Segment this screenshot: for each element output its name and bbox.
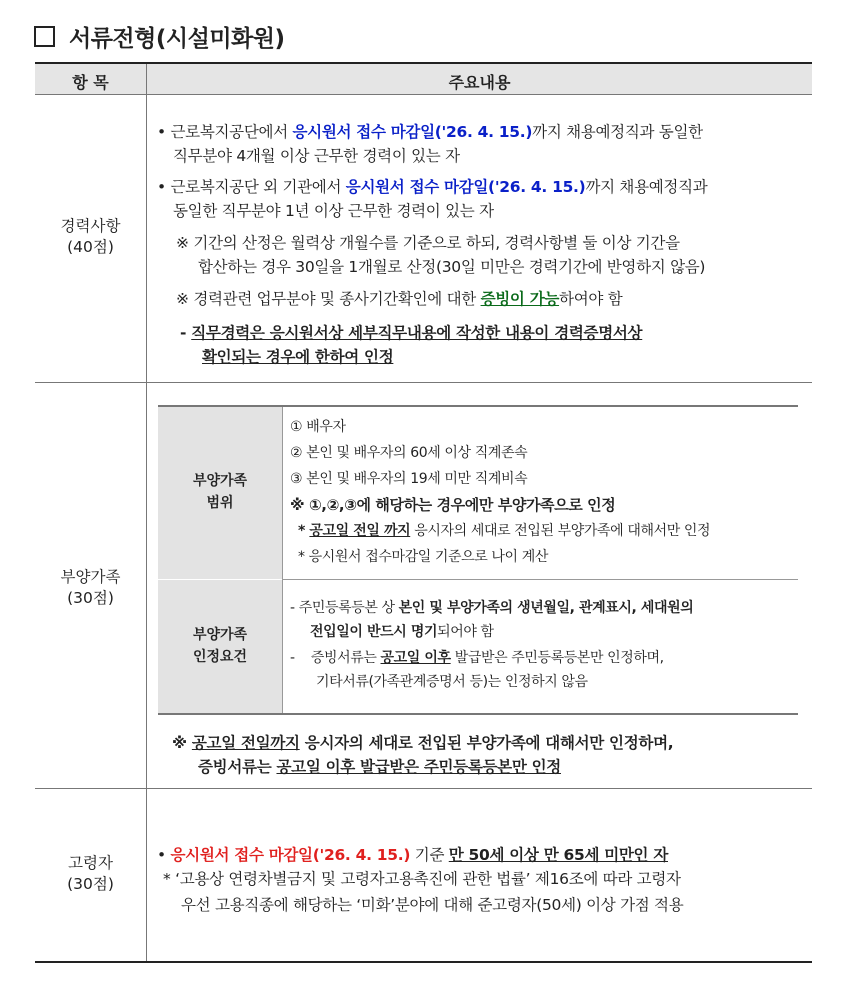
page-title: 서류전형(시설미화원) (34, 20, 285, 53)
career-label: 경력사항 (40점) (60, 217, 121, 256)
scope-note: ※ ①,②,③에 해당하는 경우에만 부양가족으로 인정 (290, 496, 616, 514)
scope-item: ② 본인 및 배우자의 60세 이상 직계존속 (290, 445, 528, 461)
elderly-label: 고령자 (30점) (67, 854, 114, 893)
inner-table-bottom (158, 713, 798, 715)
career-bullet-1-line2: 직무분야 4개월 이상 근무한 경력이 있는 자 (173, 147, 460, 165)
career-dash-note: - 직무경력은 응시원서상 세부직무내용에 작성한 내용이 경력증명서상 (180, 324, 643, 342)
career-bullet-2-line2: 동일한 직무분야 1년 이상 근무한 경력이 있는 자 (173, 202, 494, 220)
checkbox-icon (34, 26, 55, 47)
career-note-1: ※ 기간의 산정은 월력상 개월수를 기준으로 하되, 경력사항별 둘 이상 기간을 (176, 234, 680, 252)
career-bullet-1: • 근로복지공단에서 응시원서 접수 마감일('26. 4. 15.)까지 채용예정직과 동일한 (157, 123, 703, 141)
table-bottom-border (35, 961, 812, 963)
requirement-2: - 증빙서류는 공고일 이후 발급받은 주민등록등본만 인정하며, (290, 650, 664, 666)
header-content: 주요내용 (448, 73, 511, 92)
row-divider (35, 382, 812, 383)
dependents-summary: ※ 공고일 전일까지 응시자의 세대로 전입된 부양가족에 대해서만 인정하며, (172, 734, 674, 752)
scope-star-2: * 응시원서 접수마감일 기준으로 나이 계산 (298, 549, 548, 565)
requirement-1: - 주민등록등본 상 본인 및 부양가족의 생년월일, 관계표시, 세대원의 (290, 600, 694, 616)
table-header (35, 64, 812, 95)
scope-label: 부양가족 범위 (192, 473, 248, 511)
scope-star-1: * 공고일 전일 까지 응시자의 세대로 전입된 부양가족에 대해서만 인정 (298, 523, 711, 539)
elderly-note: * ‘고용상 연령차별금지 및 고령자고용촉진에 관한 법률’ 제16조에 따라 고령자 (163, 870, 681, 888)
inner-table-top (158, 405, 798, 407)
dependents-label: 부양가족 (30점) (60, 568, 121, 607)
career-note-1-line2: 합산하는 경우 30일을 1개월로 산정(30일 미만은 경력기간에 반영하지 않음) (198, 258, 706, 276)
scope-item: ① 배우자 (290, 419, 346, 435)
elderly-bullet: • 응시원서 접수 마감일('26. 4. 15.) 기준 만 50세 이상 만 65세 미만인 자 (157, 846, 668, 864)
elderly-note-line2: 우선 고용직종에 해당하는 ‘미화’분야에 대해 준고령자(50세) 이상 가점 적용 (181, 896, 684, 914)
career-note-2: ※ 경력관련 업무분야 및 종사기간확인에 대한 증빙이 가능하여야 함 (176, 290, 623, 308)
dependents-summary-line2: 증빙서류는 공고일 이후 발급받은 주민등록등본만 인정 (198, 758, 561, 776)
inner-table-column-divider (282, 407, 283, 713)
requirement-1-line2: 전입일이 반드시 명기되어야 함 (310, 624, 494, 640)
career-bullet-2: • 근로복지공단 외 기관에서 응시원서 접수 마감일('26. 4. 15.)까지 채용예정직과 (157, 178, 708, 196)
row-divider (35, 788, 812, 789)
requirement-2-line2: 기타서류(가족관계증명서 등)는 인정하지 않음 (316, 674, 588, 690)
requirement-label: 부양가족 인정요건 (192, 627, 248, 665)
header-item: 항 목 (72, 73, 109, 92)
column-divider (146, 64, 147, 962)
scope-item: ③ 본인 및 배우자의 19세 미만 직계비속 (290, 471, 528, 487)
career-dash-note-line2: 확인되는 경우에 한하여 인정 (202, 348, 394, 366)
inner-table-divider (282, 579, 798, 580)
